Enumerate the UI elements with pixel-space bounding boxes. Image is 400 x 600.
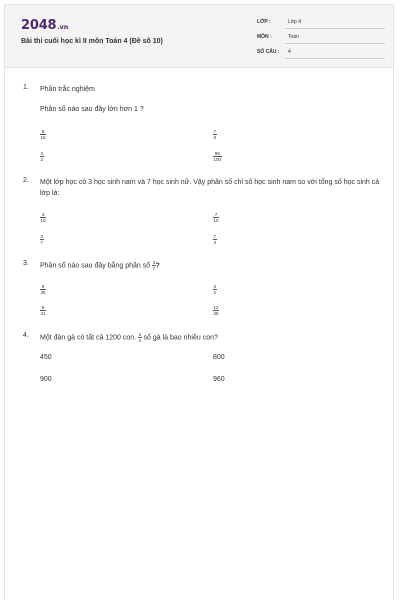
- fraction: $\frac{3}{4}$: [138, 332, 142, 343]
- question-number: 1.: [23, 84, 29, 91]
- answer-option[interactable]: [40, 234, 44, 245]
- fraction: $\frac{7}{3}$: [213, 234, 217, 245]
- fraction: $\frac{9}{35}$: [40, 284, 46, 295]
- fraction: $\frac{3}{7}$: [40, 234, 44, 245]
- answer-option[interactable]: [213, 212, 219, 223]
- answer-option[interactable]: 960: [213, 376, 225, 383]
- question-text: Phân số nào sau đây lớn hơn 1 ?: [40, 106, 144, 113]
- question-text: Phân số nào sau đây bằng phân số $\frac{3}{7}$ ?: [40, 260, 160, 271]
- fraction: $\frac{7}{10}$: [213, 212, 219, 223]
- answer-option[interactable]: [40, 284, 46, 295]
- site-logo[interactable]: [21, 18, 68, 33]
- question-number: 2.: [23, 177, 29, 184]
- fraction: $\frac{7}{8}$: [213, 129, 217, 140]
- logo-tld: .vn: [57, 23, 69, 31]
- fraction: $\frac{9}{21}$: [40, 305, 46, 316]
- fraction: $\frac{3}{10}$: [40, 212, 46, 223]
- exam-title: Bài thi cuối học kì II môn Toán 4 (Đề số 10): [21, 38, 163, 45]
- fraction: $\frac{8}{15}$: [40, 129, 46, 140]
- meta-subject-row: [257, 32, 385, 46]
- meta-class-row: [257, 17, 385, 31]
- answer-option[interactable]: [213, 284, 217, 295]
- answer-option[interactable]: [40, 212, 46, 223]
- answer-option[interactable]: [40, 129, 46, 140]
- fraction: $\frac{3}{2}$: [40, 151, 44, 162]
- answer-option[interactable]: 800: [213, 354, 225, 361]
- meta-subject-value: Toán: [288, 34, 299, 40]
- fraction: $\frac{3}{7}$: [152, 260, 156, 271]
- meta-underline: [285, 43, 385, 44]
- answer-option[interactable]: 450: [40, 354, 52, 361]
- fraction: $\frac{12}{28}$: [213, 305, 219, 316]
- meta-subject-label: MÔN :: [257, 34, 272, 40]
- meta-count-label: SỐ CÂU :: [257, 49, 280, 55]
- question-number: 3.: [23, 260, 29, 267]
- answer-option[interactable]: [213, 305, 219, 316]
- meta-class-label: LỚP :: [257, 19, 271, 25]
- exam-page: [4, 4, 394, 600]
- meta-count-row: [257, 47, 385, 61]
- meta-underline: [285, 58, 385, 59]
- section-label: Phần trắc nghiệm: [40, 86, 95, 93]
- exam-header: [5, 5, 393, 68]
- question-number: 4.: [23, 332, 29, 339]
- question-text: Một đàn gà có tất cả 1200 con. $\frac{3}{4}$ số gà là bao nhiêu con?: [40, 332, 218, 343]
- answer-option[interactable]: [40, 151, 44, 162]
- meta-class-value: Lớp 4: [288, 19, 302, 25]
- answer-option[interactable]: [213, 151, 222, 162]
- answer-option[interactable]: [213, 129, 217, 140]
- answer-option[interactable]: [213, 234, 217, 245]
- answer-option[interactable]: 900: [40, 376, 52, 383]
- logo-text: 2048: [21, 18, 57, 33]
- question-text: Một lớp học có 3 học sinh nam và 7 học sinh nữ. Vậy phân số chỉ số học sinh nam so với tổng số học sinh cả lớp là:: [40, 179, 380, 197]
- fraction: $\frac{3}{2}$: [213, 284, 217, 295]
- meta-count-value: 4: [288, 49, 291, 55]
- answer-option[interactable]: [40, 305, 46, 316]
- fraction: $\frac{99}{100}$: [213, 151, 222, 162]
- meta-underline: [285, 28, 385, 29]
